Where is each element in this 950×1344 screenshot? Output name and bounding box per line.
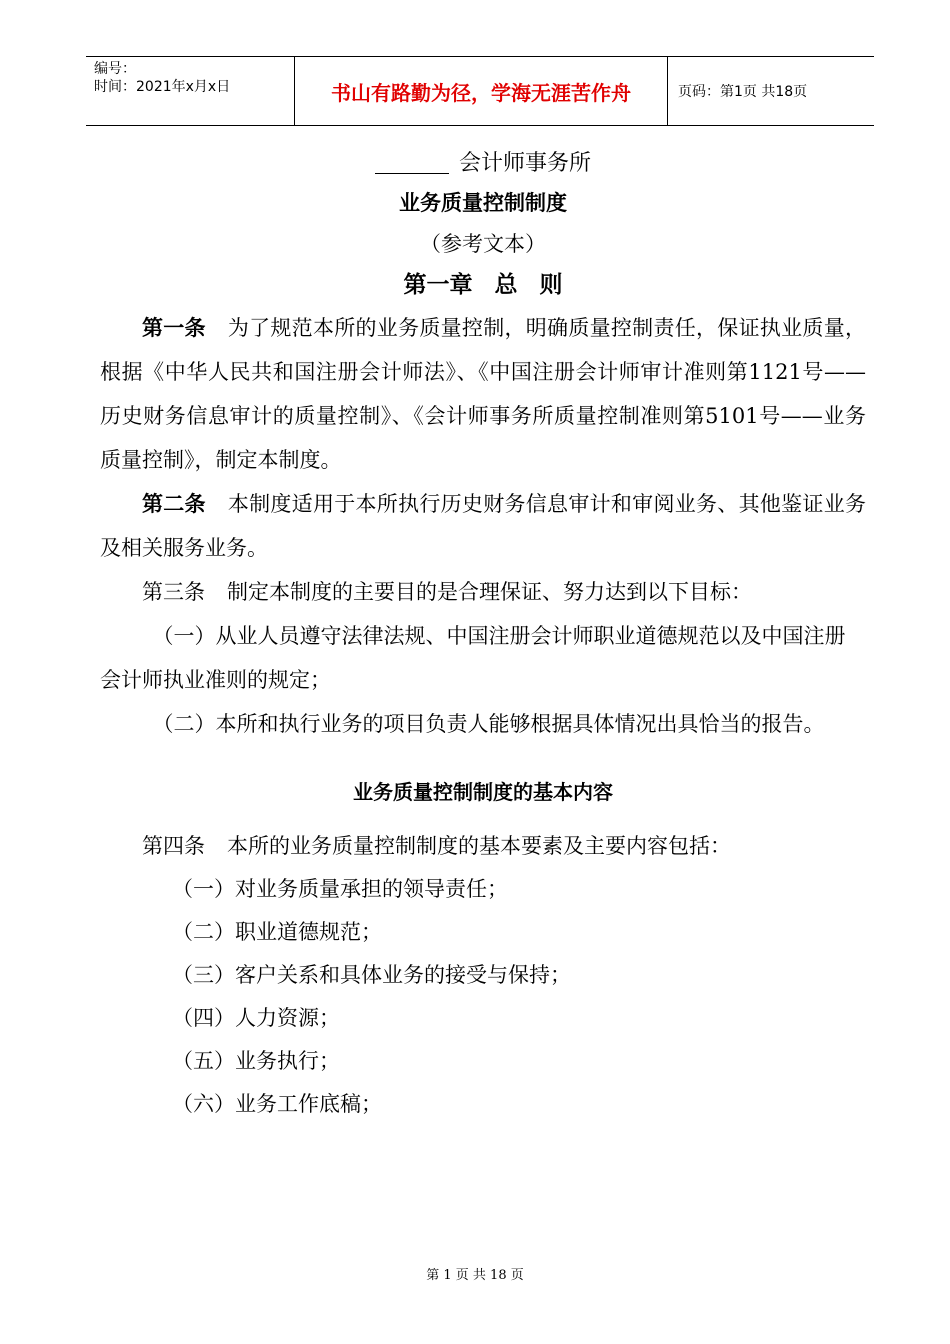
- chapter-heading: 第一章 总 则: [403, 272, 563, 298]
- header-meta: [86, 57, 294, 125]
- header-page-cell: [668, 57, 874, 125]
- article-number: 第二条: [142, 492, 206, 516]
- article-text: 本所的业务质量控制制度的基本要素及主要内容包括：: [227, 834, 731, 858]
- document-title: 业务质量控制制度: [399, 191, 567, 215]
- article-4-item: （二）职业道德规范；: [172, 920, 382, 944]
- page-footer: 第 1 页 共 18 页: [426, 1268, 524, 1283]
- article-4-item: （一）对业务质量承担的领导责任；: [172, 877, 508, 901]
- header-page-label: 页码：第1页 共18页: [678, 84, 808, 100]
- article-3: [100, 570, 866, 614]
- document-body: [100, 140, 866, 1126]
- article-4-item: （六）业务工作底稿；: [172, 1092, 382, 1116]
- document-subtitle: （参考文本）: [420, 232, 546, 256]
- firm-name-blank: [375, 151, 449, 174]
- article-4: [100, 824, 866, 868]
- article-4-item: （三）客户关系和具体业务的接受与保持；: [172, 963, 571, 987]
- article-2: [100, 482, 866, 570]
- article-text: 为了规范本所的业务质量控制，明确质量控制责任，保证执业质量，根据《中华人民共和国注册会计师法》、《中国注册会计师审计准则第1121号——历史财务信息审计的质量控制》、《会计师事务所质量控制准则第5101号——业务质量控制》，制定本制度。: [100, 316, 866, 472]
- article-1: [100, 306, 866, 482]
- article-number: 第四条: [142, 834, 205, 858]
- article-number: 第三条: [142, 580, 205, 604]
- header-motto-cell: [294, 57, 668, 125]
- firm-suffix: 会计师事务所: [458, 151, 591, 176]
- document-number-label: 编号：: [94, 61, 136, 77]
- article-number: 第一条: [142, 316, 206, 340]
- document-time-label: 时间：2021年x月x日: [94, 79, 231, 95]
- article-text: 本制度适用于本所执行历史财务信息审计和审阅业务、其他鉴证业务及相关服务业务。: [100, 492, 866, 560]
- article-text: 制定本制度的主要目的是合理保证、努力达到以下目标：: [227, 580, 752, 604]
- firm-name-line: [100, 146, 866, 182]
- header-motto: 书山有路勤为径，学海无涯苦作舟: [331, 80, 631, 105]
- article-4-item: （四）人力资源；: [172, 1006, 340, 1030]
- page-header: [86, 56, 874, 126]
- article-3-item-2: （二）本所和执行业务的项目负责人能够根据具体情况出具恰当的报告。: [152, 712, 825, 736]
- article-4-item: （五）业务执行；: [172, 1049, 340, 1073]
- section-heading: 业务质量控制制度的基本内容: [353, 780, 613, 804]
- article-3-item-1: （一）从业人员遵守法律法规、中国注册会计师职业道德规范以及中国注册会计师执业准则的规定；: [100, 624, 846, 692]
